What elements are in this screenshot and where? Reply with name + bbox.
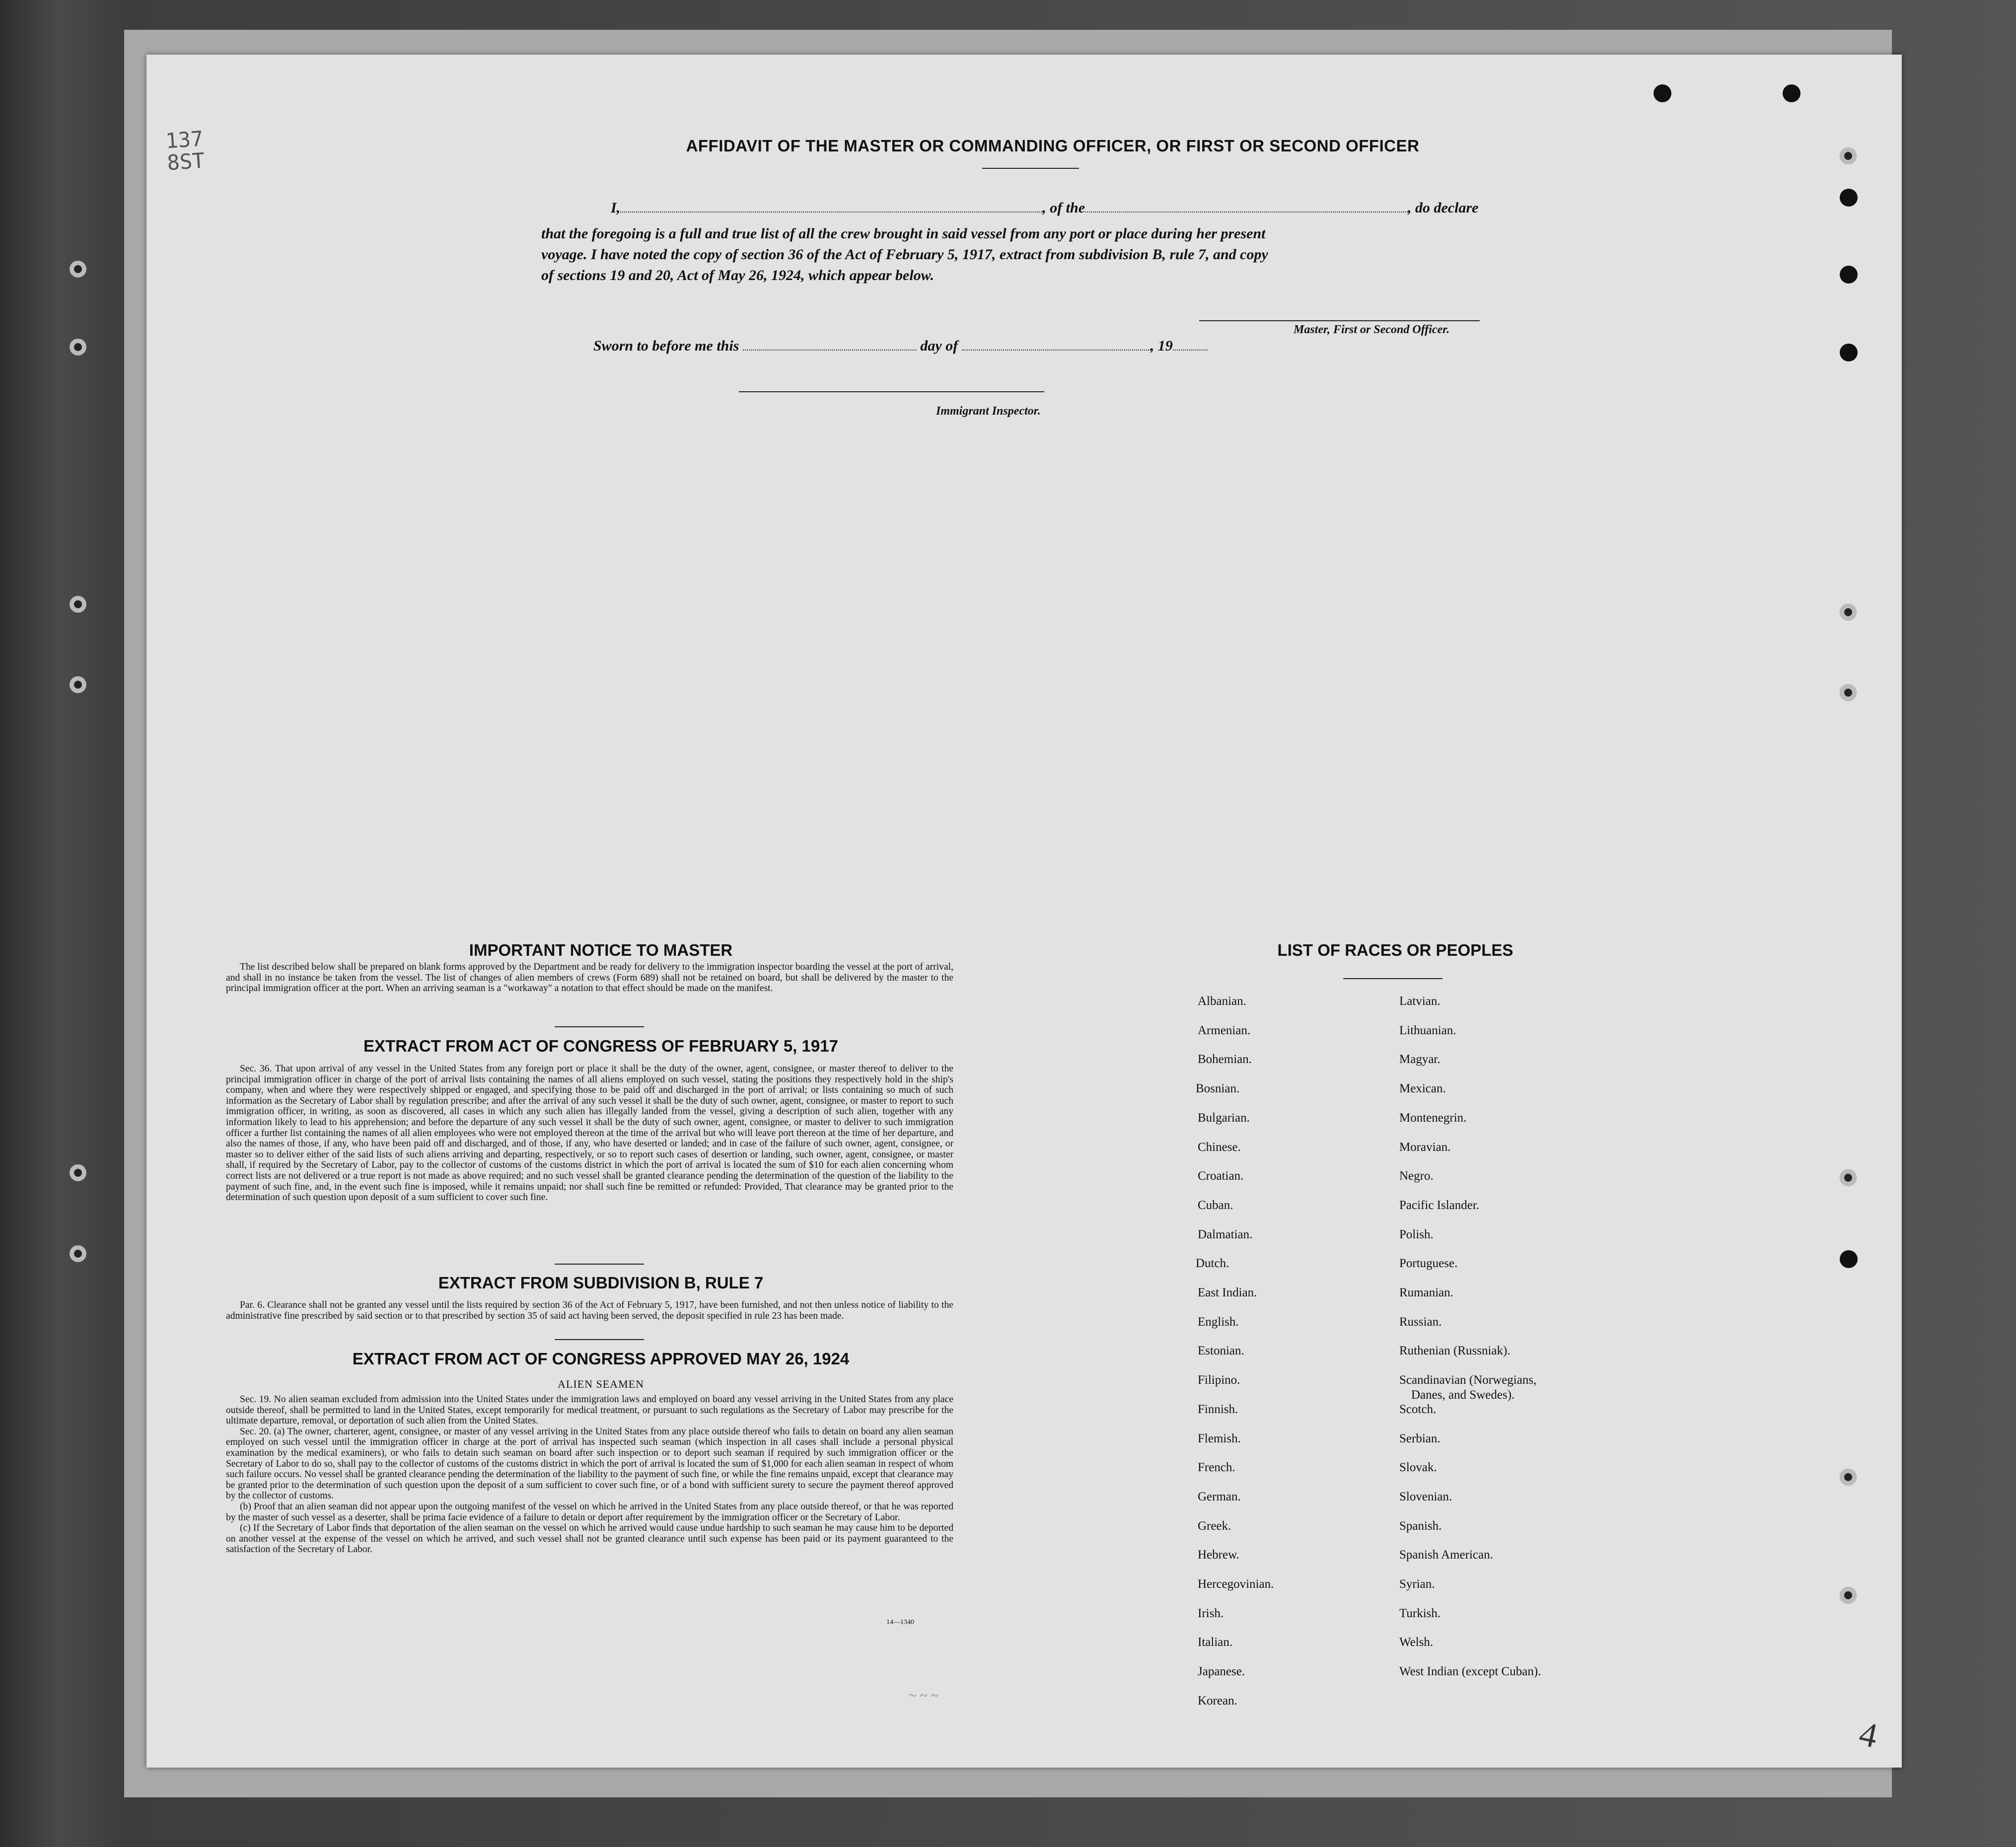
race-item: Russian. [1399,1315,1442,1329]
master-signature-line[interactable] [1199,320,1480,321]
alien-seamen-subtitle: ALIEN SEAMEN [558,1378,644,1390]
race-item: Albanian. [1198,995,1246,1008]
race-item: Lithuanian. [1399,1023,1456,1037]
affidavit-of-the: , of the [1042,200,1085,216]
punch-hole-icon [1840,604,1857,621]
affidavit-line-2: that the foregoing is a full and true list of all the crew brought in said vessel from any port or place during her present [541,225,1266,242]
race-item: Latvian. [1399,995,1440,1008]
punch-hole-icon [1840,189,1858,207]
race-item: Danes, and Swedes). [1411,1388,1515,1402]
affidavit-declare: , do declare [1408,200,1479,216]
race-item: Hercegovinian. [1198,1577,1274,1591]
race-item: Scandinavian (Norwegians, [1399,1373,1537,1387]
race-item: Hebrew. [1198,1548,1239,1562]
punch-hole-icon [1783,84,1800,102]
sec-20a-paragraph: Sec. 20. (a) The owner, charterer, agent, consignee, or master of any vessel arriving in the United States from any place outside thereof who fails to detain on board any alien seaman employed on such vessel until the immigration officer in charge at the port of arrival has inspected such seaman (which inspection in all cases shall include a personal physical examination by the medical examiners), or who fails to detain such seaman on board after such inspection or to deport such seaman if required by such immigration officer or the Secretary of Labor to do so, shall pay to the collector of customs of the customs district in which the port of arrival is located the sum of $1,000 for each alien seaman in respect of whom such failure occurs. No vessel shall be granted clearance pending the determination of the liability to the payment of such fine, or while the fine remains unpaid, except that clearance may be granted prior to the determination of such question upon the deposit of a sum sufficient to cover such fine, or of a bond with sufficient surety to secure the payment thereof approved by the collector of customs. [226,1426,953,1501]
race-item: Syrian. [1399,1577,1435,1591]
race-item: Pacific Islander. [1399,1198,1480,1212]
extract-rule7-title: EXTRACT FROM SUBDIVISION B, RULE 7 [438,1274,764,1292]
page-number-mark: 4 [1856,1714,1881,1756]
extract-1917-title: EXTRACT FROM ACT OF CONGRESS OF FEBRUARY 5, 1917 [363,1037,838,1055]
title-rule [982,168,1079,169]
race-item: Slovak. [1399,1461,1437,1475]
race-item: Serbian. [1399,1431,1440,1445]
faint-handwriting: ~ ~ ~ [909,1688,938,1704]
race-item: Magyar. [1399,1053,1440,1066]
inspector-signature-label: Immigrant Inspector. [936,405,1041,418]
affidavit-line-1 [541,198,1514,218]
sec-20b-paragraph: (b) Proof that an alien seaman did not appear upon the outgoing manifest of the vessel on which he arrived in the United States from any place outside thereof, or that he was reported by the master of such vessel as a deserter, shall be prima facie evidence of a failure to detain or deport after requirement by the immigration officer or the Secretary of Labor. [226,1501,953,1523]
affidavit-i: I, [611,200,621,216]
sec-36-paragraph: Sec. 36. That upon arrival of any vessel in the United States from any foreign port or place it shall be the duty of the owner, agent, consignee, or master thereof to deliver to the principal immigration officer in charge of the port of arrival lists containing the names of all aliens employed on such vessel, stating the positions they respectively hold in the ship's company, when and where they were respectively shipped or engaged, and specifying those to be paid off and discharged in the port of arrival; or lists containing so much of such information as the Secretary of Labor shall by regulation prescribe; and after the arrival of any such vessel it shall be the duty of such owner, agent, consignee, or master to report to such immigration officer, in writing, as soon as discovered, all cases in which any such alien has illegally landed from the vessel, giving a description of such alien, together with any information likely to lead to his apprehension; and before the departure of any such vessel it shall be the duty of such owner, agent, consignee, or master to deliver to such immigration officer a further list containing the names of all alien employees who were not employed thereon at the time of the arrival but who will leave port thereon at the time of her departure, and also the names of those, if any, who have been paid off and discharged, and of those, if any, who have deserted or landed; and in case of the failure of such owner, agent, consignee, or master so to deliver either of the said lists of such aliens arriving and departing, respectively, or so to report such cases of desertion or landing, such owner, agent, consignee, or master shall, if required by the Secretary of Labor, pay to the collector of customs of the customs district in which the port of arrival is located the sum of $10 for each alien concerning whom correct lists are not delivered or a true report is not made as above required; and no such vessel shall be granted clearance pending the determination of the question of the liability to the payment of such fine, and, in the event such fine is imposed, while it remains unpaid; nor shall such fine be remitted or refunded: Provided, That clearance may be granted prior to the determination of such question upon deposit of a sum sufficient to cover such fine. [226,1064,953,1203]
race-item: East Indian. [1198,1286,1257,1299]
punch-hole-icon [70,261,86,278]
sworn-month-blank[interactable] [962,338,1151,351]
sec-19-paragraph: Sec. 19. No alien seaman excluded from admission into the United States under the immigration laws and employed on board any vessel arriving in the United States from any place outside thereof, shall be permitted to land in the United States, except temporarily for medical treatment, or pursuant to such regulations as the Secretary of Labor may prescribe for the ultimate departure, removal, or deportation of such alien from the United States. [226,1394,953,1426]
sworn-line [593,338,1208,355]
sec-20c-paragraph: (c) If the Secretary of Labor finds that deportation of the alien seaman on the vessel on which he arrived would cause undue hardship to such seaman he may cause him to be deported on another vessel at the expense of the vessel on which he arrived, and such vessel shall not be granted clearance until such expense has been paid or its payment guaranteed to the satisfaction of the Secretary of Labor. [226,1523,953,1555]
punch-hole-icon [1840,1169,1857,1186]
race-item: German. [1198,1490,1241,1503]
punch-hole-icon [70,596,86,613]
race-item: Bohemian. [1198,1053,1252,1066]
race-item: Mexican. [1399,1082,1446,1096]
race-item: Welsh. [1399,1635,1434,1649]
race-item: Greek. [1198,1519,1231,1533]
sworn-day-of: day of [920,338,958,354]
extract-1924-text [226,1394,953,1555]
race-item: Croatian. [1198,1169,1244,1183]
inspector-signature-line[interactable] [739,391,1044,392]
punch-hole-icon [1840,1250,1858,1268]
punch-hole-icon [1840,684,1857,701]
race-item: Spanish. [1399,1519,1442,1533]
race-item: Polish. [1399,1227,1434,1241]
race-item: Armenian. [1198,1023,1251,1037]
punch-hole-icon [70,676,86,693]
punch-hole-icon [1840,1469,1857,1486]
race-item: Rumanian. [1399,1286,1454,1299]
punch-hole-icon [70,339,86,355]
notice-title: IMPORTANT NOTICE TO MASTER [469,941,733,959]
divider [555,1264,644,1265]
notice-text [226,962,953,994]
sworn-year-blank[interactable] [1173,338,1208,351]
sworn-day-blank[interactable] [743,338,917,351]
race-item: Spanish American. [1399,1548,1493,1562]
race-item: Montenegrin. [1399,1111,1467,1125]
race-item: French. [1198,1461,1235,1475]
divider [555,1339,644,1340]
race-item: Ruthenian (Russniak). [1399,1344,1511,1358]
master-signature-label: Master, First or Second Officer. [1294,323,1450,336]
par-6-paragraph: Par. 6. Clearance shall not be granted any vessel until the lists required by section 36 of the Act of February 5, 1917, have been furnished, and not then unless notice of liability to the administrative fine prescribed by said section or to that prescribed by section 35 of said act having been served, the deposit specified in rule 23 has been made. [226,1300,953,1321]
form-number: 14—1340 [886,1619,914,1626]
race-item: Portuguese. [1399,1257,1458,1271]
notice-paragraph: The list described below shall be prepared on blank forms approved by the Department and be ready for delivery to the immigration inspector boarding the vessel at the port of arrival, and shall in no instance be taken from the vessel. The list of changes of alien members of crews (Form 689) shall not be retained on board, but shall be delivered by the master to the principal immigration officer at the port. When an arriving seaman is a "workaway" a notation to that effect should be made on the manifest. [226,962,953,994]
sworn-text: Sworn to before me this [593,338,739,354]
affidavit-line-4: of sections 19 and 20, Act of May 26, 1924, which appear below. [541,267,935,284]
race-item: Moravian. [1399,1140,1451,1154]
race-item: Flemish. [1198,1431,1241,1445]
race-item: Chinese. [1198,1140,1241,1154]
race-item: Slovenian. [1399,1490,1452,1503]
races-title-rule [1343,978,1442,979]
sworn-year: , 19 [1150,338,1173,354]
race-item: Dutch. [1196,1257,1229,1271]
vessel-blank[interactable] [1085,200,1408,213]
divider [555,1026,644,1027]
race-item: West Indian (except Cuban). [1399,1665,1541,1679]
race-item: Japanese. [1198,1665,1245,1679]
name-blank[interactable] [620,200,1042,213]
race-item: Bosnian. [1196,1082,1240,1096]
race-item: Filipino. [1198,1373,1240,1387]
margin-handwriting: 137 8ST [164,126,206,175]
punch-hole-icon [1840,266,1858,284]
race-item: Negro. [1399,1169,1434,1183]
affidavit-title: AFFIDAVIT OF THE MASTER OR COMMANDING OFFICER, OR FIRST OR SECOND OFFICER [686,137,1420,155]
race-item: English. [1198,1315,1239,1329]
race-item: Turkish. [1399,1606,1441,1620]
punch-hole-icon [1840,147,1857,164]
race-item: Korean. [1198,1694,1237,1707]
affidavit-line-3: voyage. I have noted the copy of section 36 of the Act of February 5, 1917, extract from subdivision B, rule 7, and copy [541,246,1268,263]
race-item: Dalmatian. [1198,1227,1253,1241]
punch-hole-icon [1840,344,1858,361]
punch-hole-icon [1654,84,1671,102]
extract-rule7-text [226,1300,953,1321]
race-item: Scotch. [1399,1402,1437,1416]
race-item: Cuban. [1198,1198,1233,1212]
extract-1917-text [226,1064,953,1203]
race-item: Bulgarian. [1198,1111,1250,1125]
race-item: Italian. [1198,1635,1233,1649]
races-title: LIST OF RACES OR PEOPLES [1277,941,1513,959]
punch-hole-icon [70,1164,86,1181]
race-item: Irish. [1198,1606,1224,1620]
race-item: Finnish. [1198,1402,1238,1416]
punch-hole-icon [1840,1587,1857,1604]
extract-1924-title: EXTRACT FROM ACT OF CONGRESS APPROVED MAY 26, 1924 [352,1350,850,1368]
punch-hole-icon [70,1245,86,1262]
race-item: Estonian. [1198,1344,1244,1358]
